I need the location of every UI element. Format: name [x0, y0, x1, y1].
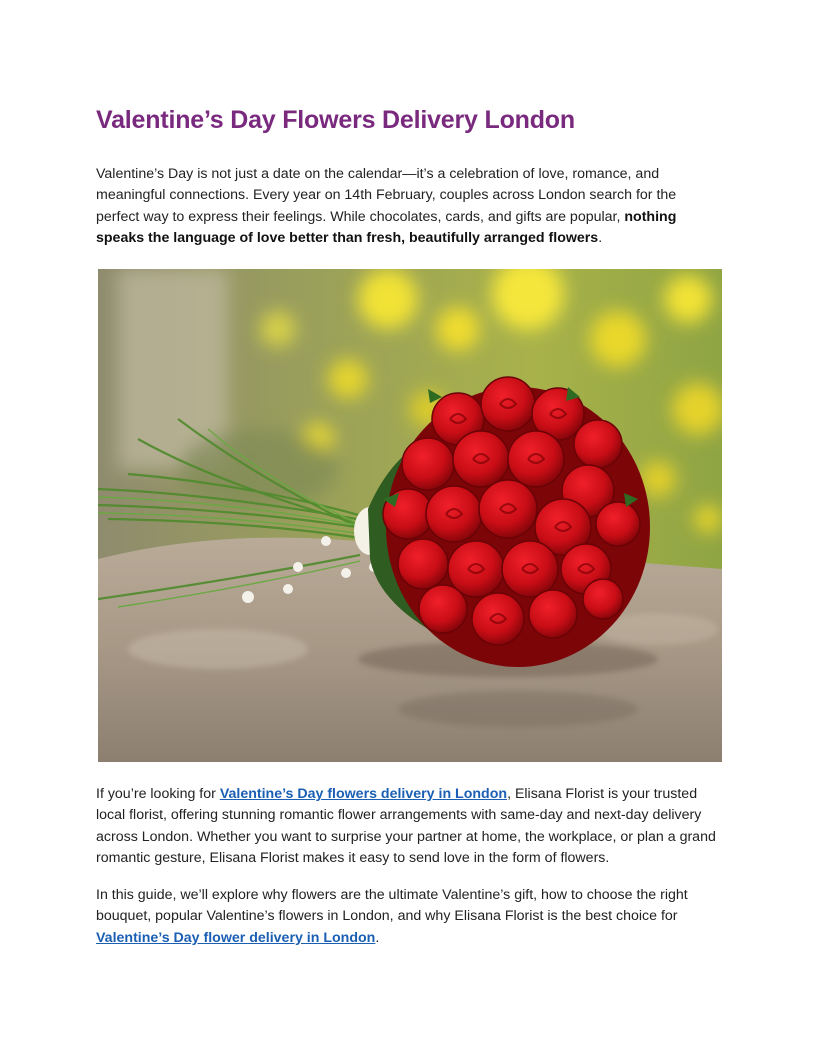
guide-text-end: .	[375, 929, 380, 946]
intro-paragraph	[96, 164, 722, 249]
delivery-paragraph	[96, 784, 722, 869]
intro-bold-text: nothing speaks the language of love better than fresh, beautifully arranged flowers	[96, 208, 677, 246]
delivery-link[interactable]: Valentine’s Day flowers delivery in London	[219, 786, 508, 802]
intro-text: Valentine’s Day is not just a date on the calendar—it’s a celebration of love, romance, and meaningful connections. Every year on 14th February, couples across London search for the perfect way to express their feelings. While chocolates, cards, and gifts are popular,	[96, 166, 677, 225]
guide-paragraph	[96, 885, 722, 949]
guide-link[interactable]: Valentine’s Day flower delivery in London	[96, 929, 376, 946]
delivery-text-end: , Elisana Florist is your trusted local florist, offering stunning romantic flower arrangements with same-day and next-day delivery across London. Whether you want to surprise your partner at home, the workplace, or plan a grand romantic gesture, Elisana Florist makes it easy to send love in the form of flowers.	[96, 786, 716, 866]
intro-text-end: .	[598, 229, 603, 246]
guide-text: In this guide, we’ll explore why flowers are the ultimate Valentine’s gift, how to choose the right bouquet, popular Valentine’s flowers in London, and why Elisana Florist is the best choice for	[96, 887, 688, 925]
delivery-text: If you’re looking for	[96, 786, 220, 802]
rose-bouquet-photo	[98, 269, 722, 762]
page-title: Valentine’s Day Flowers Delivery London	[96, 106, 575, 134]
